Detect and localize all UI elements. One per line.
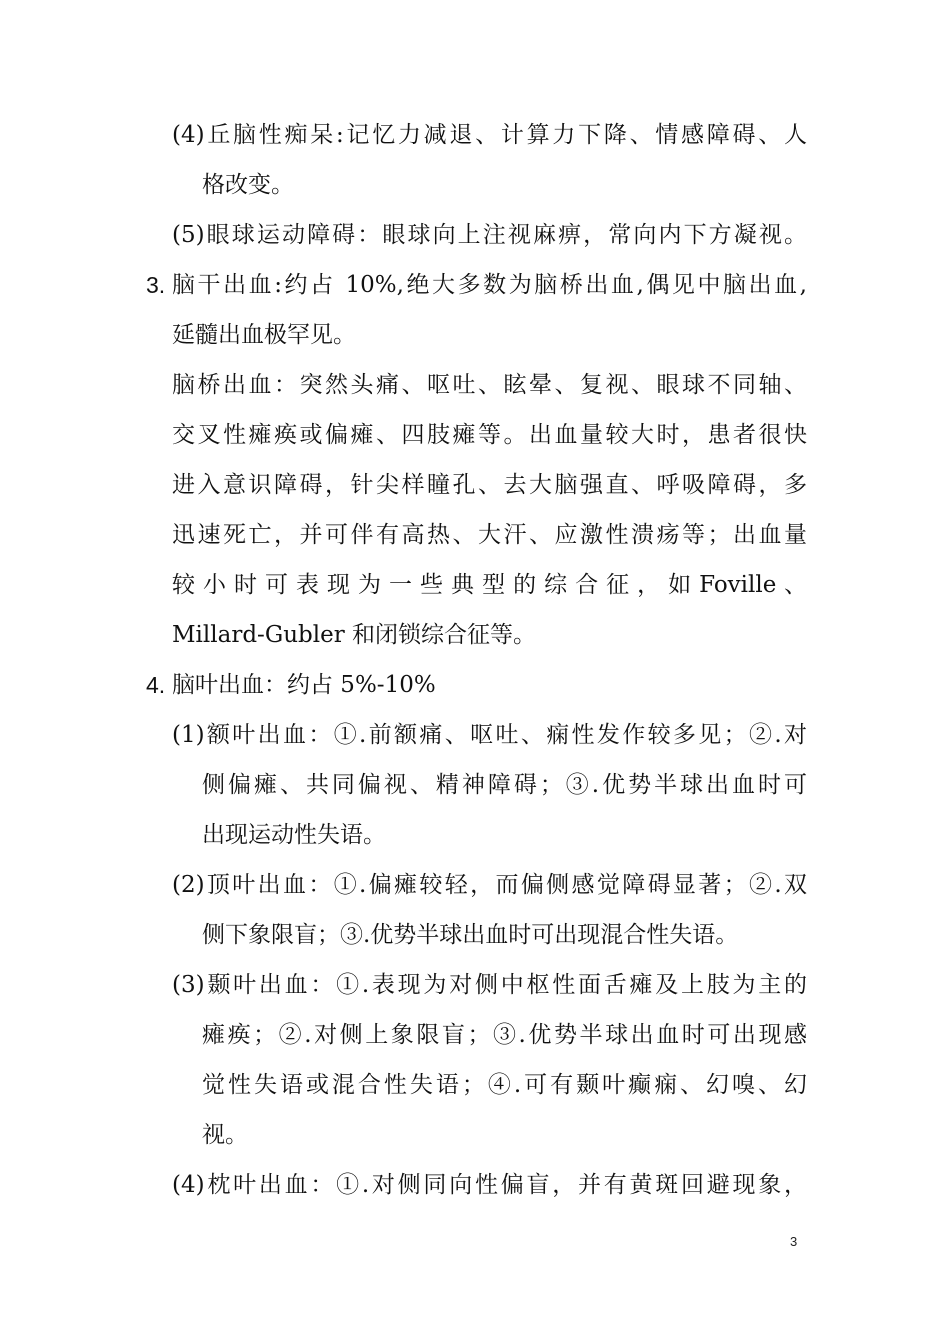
text-line: (5)眼球运动障碍：眼球向上注视麻痹，常向内下方凝视。 (172, 222, 807, 248)
text-line: 进入意识障碍，针尖样瞳孔、去大脑强直、呼吸障碍，多 (172, 472, 807, 498)
text-line: (4)枕叶出血：①.对侧同向性偏盲，并有黄斑回避现象， (172, 1172, 807, 1198)
text-line: 较 小 时 可 表 现 为 一 些 典 型 的 综 合 征 ， 如 Foville 、 (172, 572, 807, 598)
text-line: 脑叶出血：约占 5%-10% (172, 672, 436, 698)
text-line: 出现运动性失语。 (202, 822, 386, 848)
text-line: (1)额叶出血：①.前额痛、呕吐、痫性发作较多见；②.对 (172, 722, 807, 748)
text-line: 延髓出血极罕见。 (172, 322, 356, 348)
page-number: 3 (790, 1234, 798, 1249)
text-line: 侧偏瘫、共同偏视、精神障碍；③.优势半球出血时可 (202, 772, 807, 798)
text-line: 侧下象限盲；③.优势半球出血时可出现混合性失语。 (202, 922, 739, 948)
text-line: 瘫痪；②.对侧上象限盲；③.优势半球出血时可出现感 (202, 1022, 807, 1048)
text-line: (4)丘脑性痴呆:记忆力减退、计算力下降、情感障碍、人 (172, 122, 807, 148)
list-number: 3. (146, 272, 166, 298)
list-number: 4. (146, 672, 166, 698)
text-line: (2)顶叶出血：①.偏瘫较轻，而偏侧感觉障碍显著；②.双 (172, 872, 807, 898)
text-line: 觉性失语或混合性失语；④.可有颞叶癫痫、幻嗅、幻 (202, 1072, 807, 1098)
text-line: 格改变。 (202, 172, 294, 198)
text-line: (3)颞叶出血：①.表现为对侧中枢性面舌瘫及上肢为主的 (172, 972, 807, 998)
text-line: 迅速死亡，并可伴有高热、大汗、应激性溃疡等；出血量 (172, 522, 807, 548)
text-line: 脑桥出血：突然头痛、呕吐、眩晕、复视、眼球不同轴、 (172, 372, 807, 398)
text-line: Millard-Gubler 和闭锁综合征等。 (172, 622, 537, 648)
text-line: 脑干出血:约占 10%,绝大多数为脑桥出血,偶见中脑出血, (172, 272, 807, 298)
text-line: 交叉性瘫痪或偏瘫、四肢瘫等。出血量较大时，患者很快 (172, 422, 807, 448)
text-line: 视。 (202, 1122, 248, 1148)
